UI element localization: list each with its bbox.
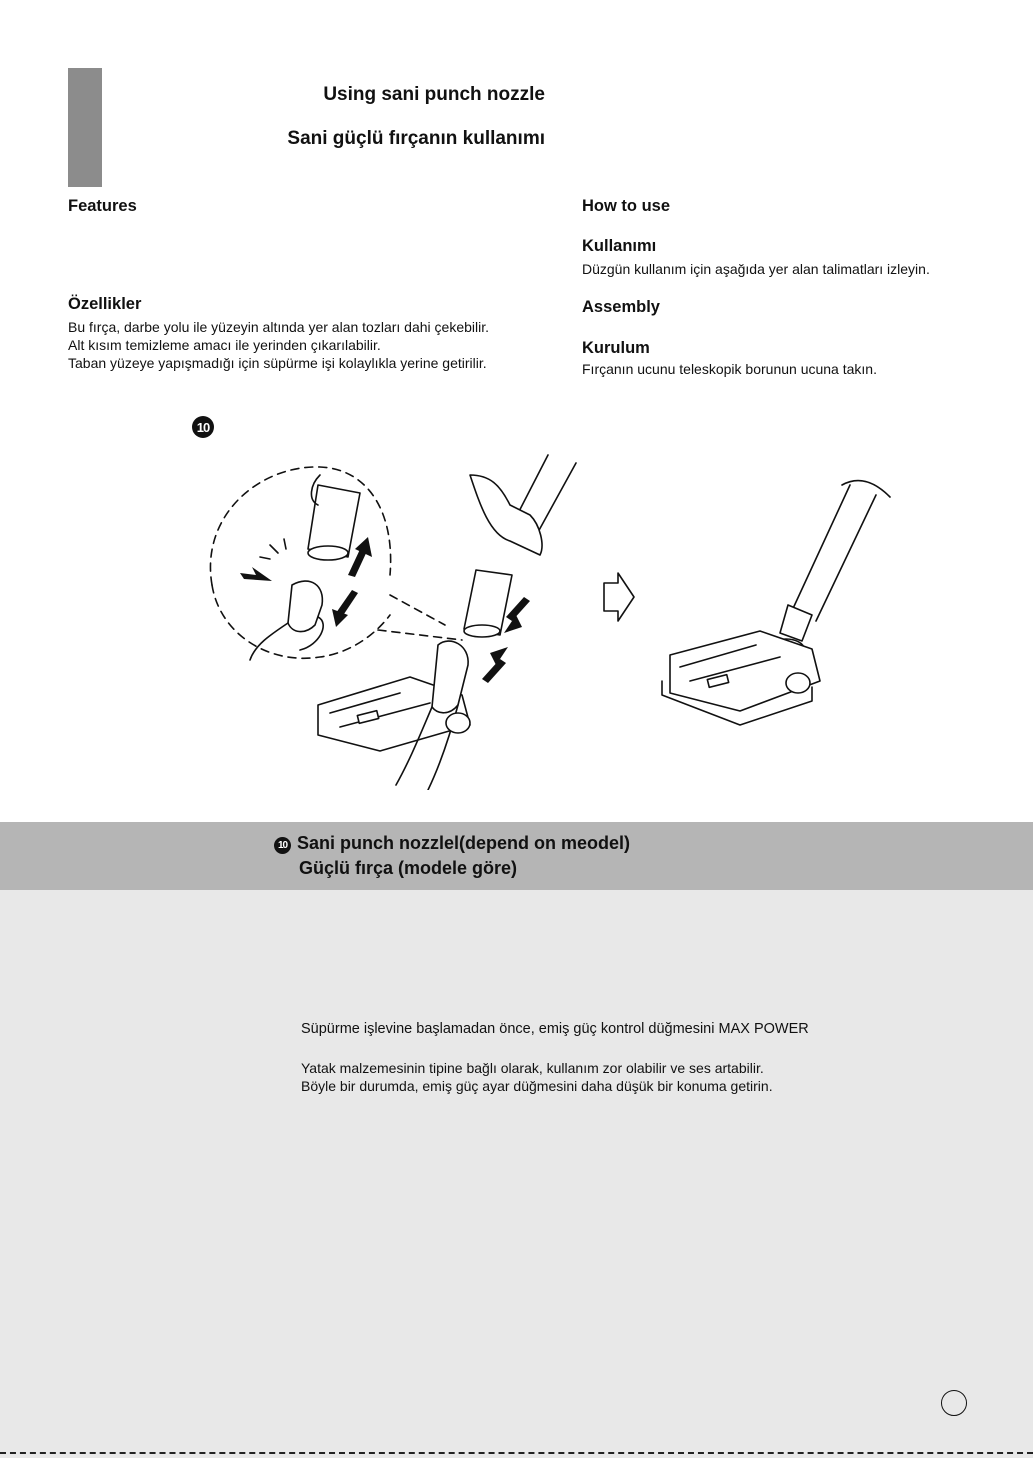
- lower-line-3: Böyle bir durumda, emiş güç ayar düğmesini daha düşük bir konuma getirin.: [301, 1078, 773, 1094]
- caption-number: 10: [274, 837, 291, 854]
- caption-line-1: [274, 831, 630, 856]
- kurulum-text: Fırçanın ucunu teleskopik borunun ucuna takın.: [582, 361, 877, 377]
- ozellikler-heading: Özellikler: [68, 295, 142, 313]
- figure-number-badge: [192, 416, 214, 438]
- kullanimi-heading: Kullanımı: [582, 237, 657, 255]
- nozzle-assembly-illustration: [200, 445, 910, 790]
- next-step-arrow: [604, 573, 634, 621]
- lower-line-2: Yatak malzemesinin tipine bağlı olarak, kullanım zor olabilir ve ses artabilir.: [301, 1060, 764, 1076]
- how-to-use-heading: How to use: [582, 197, 671, 215]
- features-heading: Features: [68, 197, 137, 215]
- ozellikler-line-1: Bu fırça, darbe yolu ile yüzeyin altında yer alan tozları dahi çekebilir.: [68, 319, 490, 335]
- page-number-circle: [941, 1390, 967, 1416]
- caption-line-2: Güçlü fırça (modele göre): [299, 858, 518, 878]
- kullanimi-text: Düzgün kullanım için aşağıda yer alan talimatları izleyin.: [582, 261, 930, 277]
- page-title-tr: Sani güçlü fırçanın kullanımı: [287, 128, 545, 149]
- assembled-nozzle-illustration: [662, 481, 890, 725]
- assembly-heading: Assembly: [582, 298, 660, 316]
- lower-line-1: Süpürme işlevine başlamadan önce, emiş güç kontrol düğmesini MAX POWER: [301, 1021, 809, 1037]
- section-marker-bar: [68, 68, 102, 187]
- detail-inset: [210, 467, 462, 660]
- lower-content-area: [0, 890, 1033, 1458]
- ozellikler-line-3: Taban yüzeye yapışmadığı için süpürme işi kolaylıkla yerine getirilir.: [68, 355, 487, 371]
- kurulum-heading: Kurulum: [582, 339, 650, 357]
- bottom-dashed-rule: [0, 1452, 1033, 1454]
- figure-number: 10: [192, 416, 214, 438]
- ozellikler-line-2: Alt kısım temizleme amacı ile yerinden çıkarılabilir.: [68, 337, 381, 353]
- caption-line-1-text: Sani punch nozzlel(depend on meodel): [297, 833, 631, 853]
- page-title-en: Using sani punch nozzle: [323, 84, 545, 105]
